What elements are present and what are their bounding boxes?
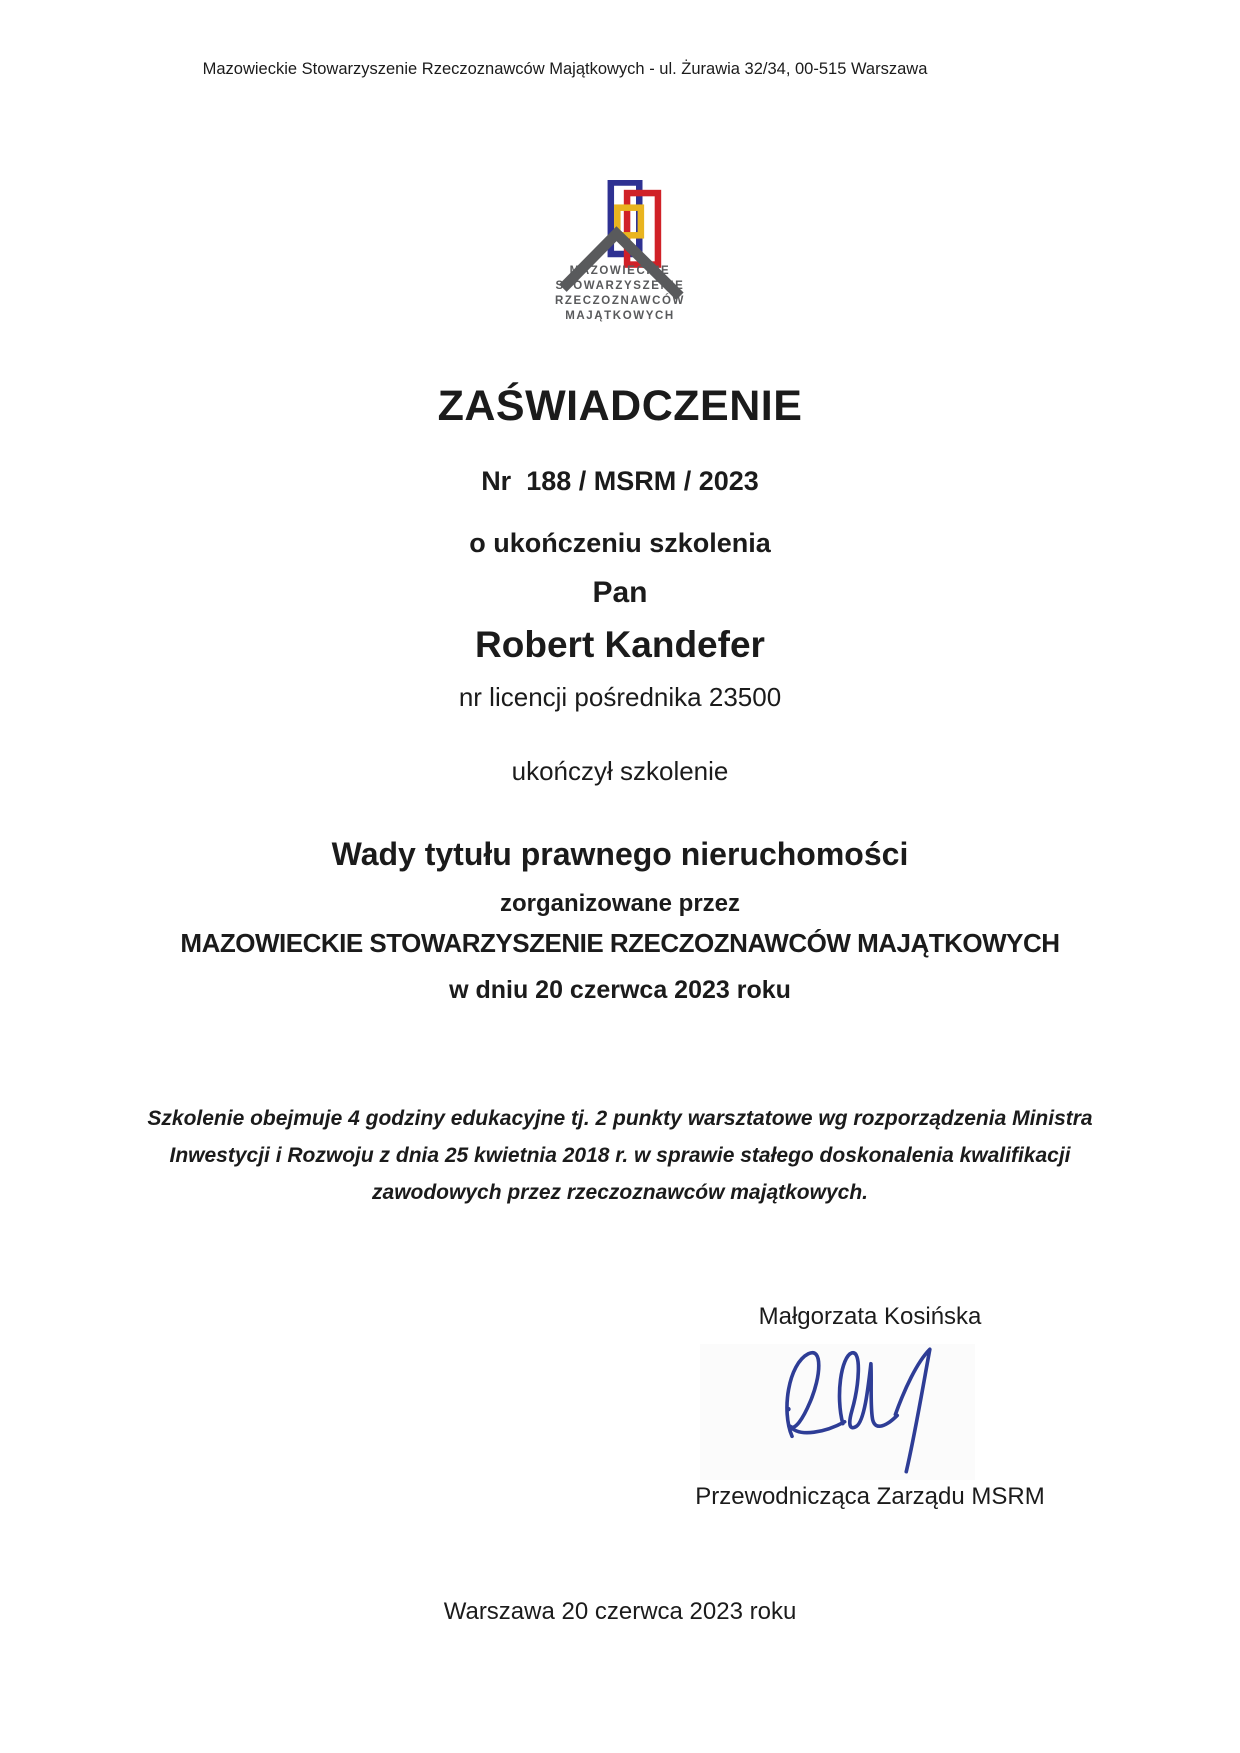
recipient-name: Robert Kandefer <box>475 624 765 665</box>
document-header-address: Mazowieckie Stowarzyszenie Rzeczoznawców Majątkowych - ul. Żurawia 32/34, 00-515 Warszawa <box>202 60 928 78</box>
logo-text-line: STOWARZYSZENIE <box>555 280 685 292</box>
signer-role: Przewodnicząca Zarządu MSRM <box>695 1483 1045 1510</box>
license-number-line: nr licencji pośrednika 23500 <box>458 682 782 712</box>
logo-text-line: MAZOWIECKIE <box>569 265 671 277</box>
training-date-line: w dniu 20 czerwca 2023 roku <box>449 976 791 1004</box>
organizer-name: MAZOWIECKIE STOWARZYSZENIE RZECZOZNAWCÓW MAJĄTKOWYCH <box>180 928 1060 958</box>
association-logo-text <box>420 264 820 324</box>
signature-ink-dot <box>786 1407 791 1412</box>
organized-by-label: zorganizowane przez <box>499 890 741 917</box>
completion-line: ukończył szkolenie <box>511 756 729 786</box>
certificate-number: Nr 188 / MSRM / 2023 <box>481 466 759 496</box>
signature-strokes <box>787 1349 930 1471</box>
training-points-note: Szkolenie obejmuje 4 godziny edukacyjne tj. 2 punkty warsztatowe wg rozporządzenia Ministra Inwestycji i Rozwoju z dnia 25 kwietnia 2018 r. w sprawie stałego doskonalenia kwalifikacji zawodowych przez rzeczoznawców majątkowych. <box>147 1107 1093 1204</box>
certificate-title: ZAŚWIADCZENIE <box>437 382 803 430</box>
signer-name: Małgorzata Kosińska <box>758 1303 982 1330</box>
handwritten-signature-icon <box>770 1342 970 1478</box>
certificate-subtitle: o ukończeniu szkolenia <box>469 528 771 558</box>
logo-text-line: MAJĄTKOWYCH <box>565 310 675 322</box>
salutation: Pan <box>592 576 648 609</box>
place-and-date: Warszawa 20 czerwca 2023 roku <box>443 1598 797 1625</box>
logo-text-line: RZECZOZNAWCÓW <box>554 295 686 307</box>
course-title: Wady tytułu prawnego nieruchomości <box>331 836 909 872</box>
